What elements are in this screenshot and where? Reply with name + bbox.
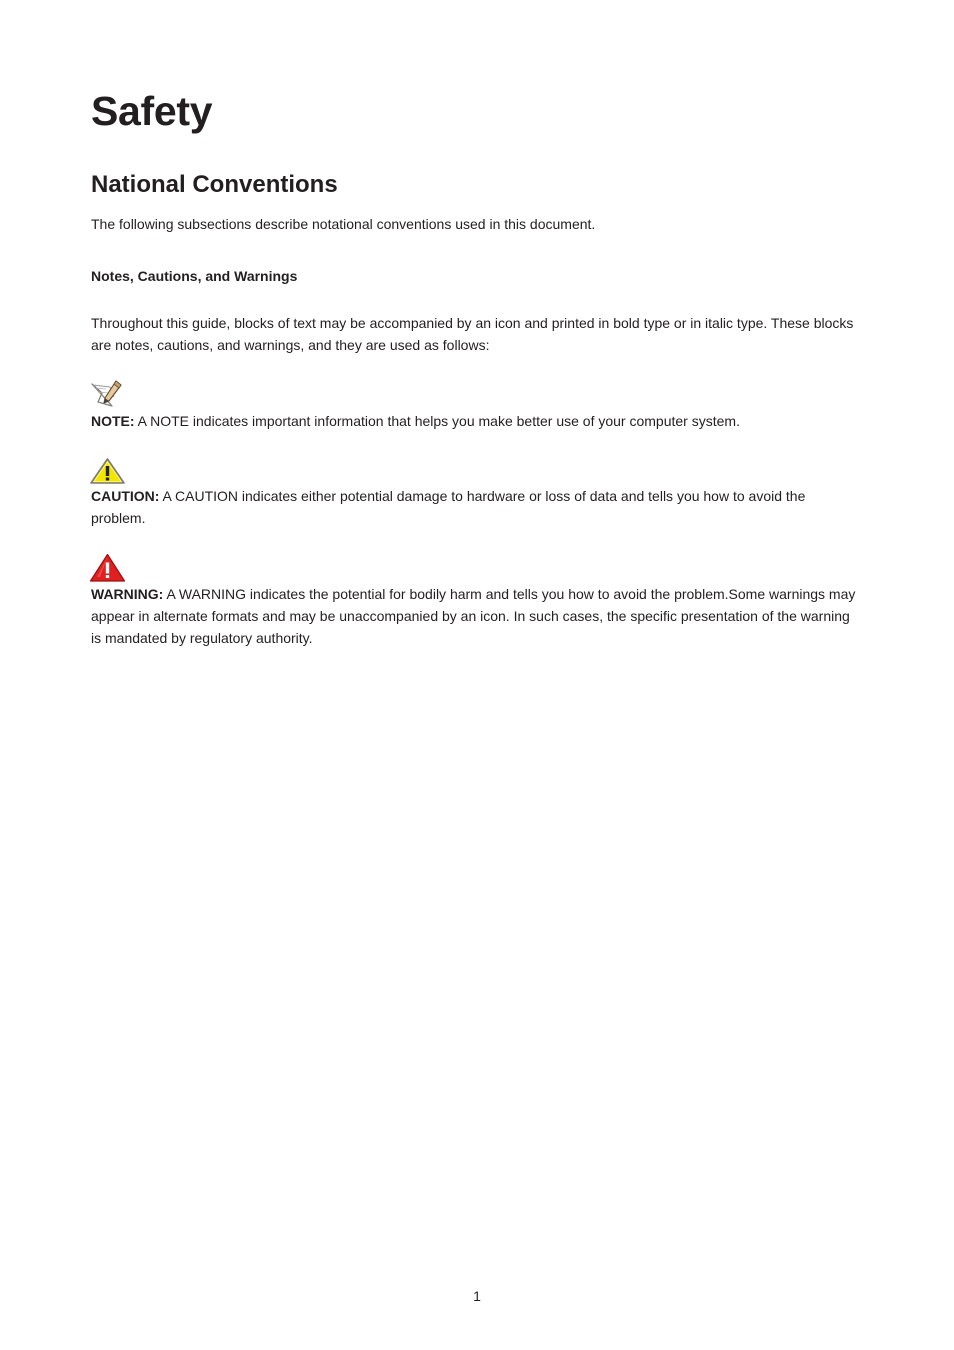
page-title: Safety <box>91 88 213 134</box>
warning-text: A WARNING indicates the potential for bodily harm and tells you how to avoid the problem.Some warnings may appear in alternate formats and may be unaccompanied by an icon. In such cases, the specific presentation of the warning is mandated by regulatory authority. <box>91 586 856 646</box>
note-pencil-icon <box>90 380 124 413</box>
warning-label: WARNING: <box>91 586 164 602</box>
warning-paragraph <box>91 584 861 649</box>
caution-paragraph <box>91 486 861 530</box>
note-text: A NOTE indicates important information that helps you make better use of your computer system. <box>134 413 740 429</box>
page-number: 1 <box>473 1288 481 1304</box>
section-title: National Conventions <box>91 171 338 198</box>
subheading-notes-cautions-warnings: Notes, Cautions, and Warnings <box>91 268 298 284</box>
caution-label: CAUTION: <box>91 488 160 504</box>
intro-text: The following subsections describe notational conventions used in this document. <box>91 216 596 232</box>
note-paragraph <box>91 411 861 433</box>
conventions-paragraph: Throughout this guide, blocks of text may be accompanied by an icon and printed in bold type or in italic type. These blocks are notes, cautions, and warnings, and they are used as follows: <box>91 315 854 353</box>
warning-triangle-icon <box>90 553 126 588</box>
note-label: NOTE: <box>91 413 135 429</box>
caution-text: A CAUTION indicates either potential damage to hardware or loss of data and tells you how to avoid the problem. <box>91 488 806 526</box>
